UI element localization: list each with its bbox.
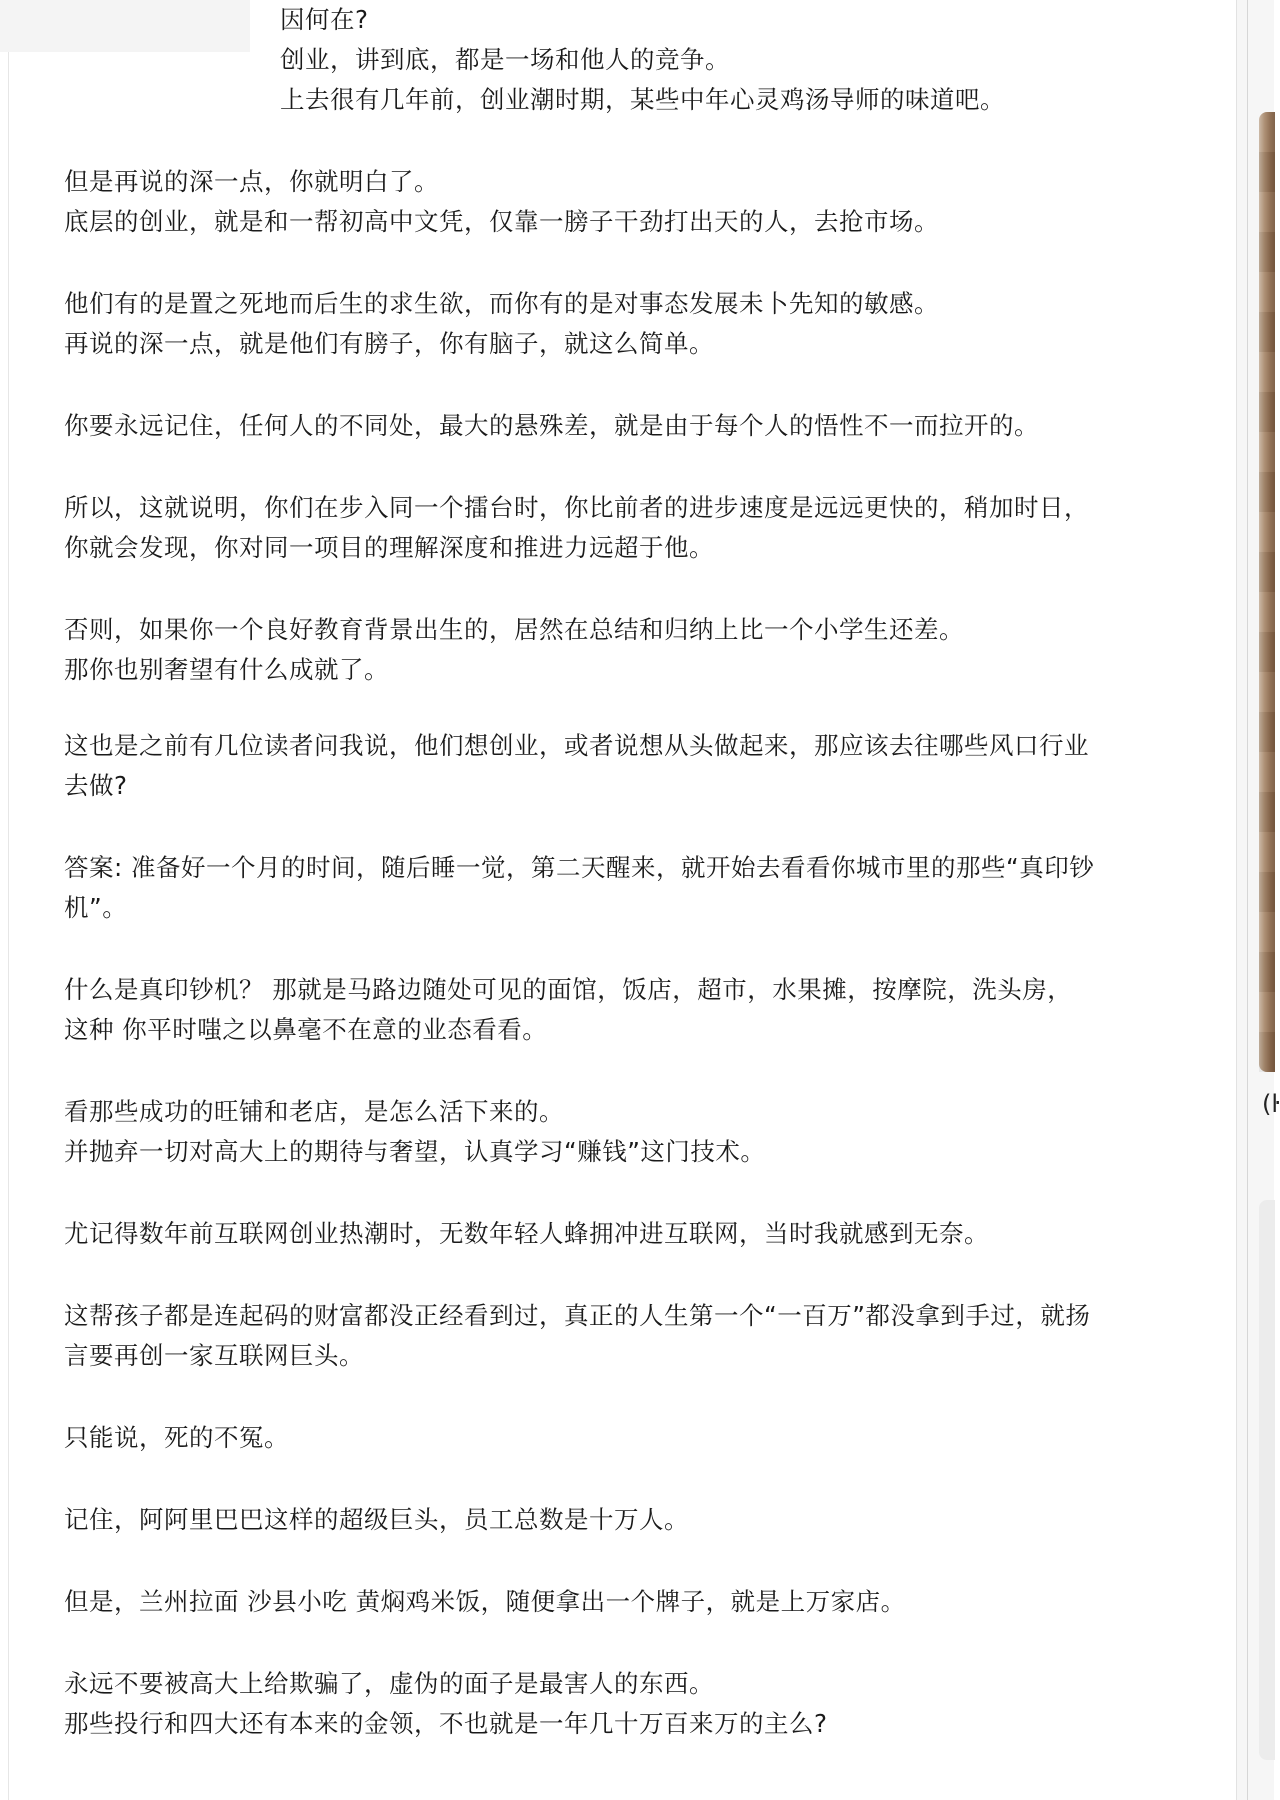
paragraph-line: 机”。 [64, 893, 128, 922]
paragraph-line: 你要永远记住，任何人的不同处，最大的悬殊差，就是由于每个人的悟性不一而拉开的。 [64, 411, 1039, 440]
paragraph-line: 但是，兰州拉面 沙县小吃 黄焖鸡米饭，随便拿出一个牌子，就是上万家店。 [64, 1587, 906, 1616]
paragraph-line: 言要再创一家互联网巨头。 [64, 1341, 364, 1370]
paragraph-line: 尤记得数年前互联网创业热潮时，无数年轻人蜂拥冲进互联网，当时我就感到无奈。 [64, 1219, 989, 1248]
paragraph-line: 你就会发现，你对同一项目的理解深度和推进力远超于他。 [64, 533, 714, 562]
paragraph-line: 并抛弃一切对高大上的期待与奢望，认真学习“赚钱”这门技术。 [64, 1137, 766, 1166]
quote-line: 创业，讲到底，都是一场和他人的竞争。 [280, 45, 730, 74]
paragraph-line: 所以，这就说明，你们在步入同一个擂台时，你比前者的进步速度是远远更快的，稍加时日， [64, 493, 1089, 522]
paragraph-line: 答案: 准备好一个月的时间，随后睡一觉，第二天醒来，就开始去看看你城市里的那些“真印钞 [64, 853, 1095, 882]
paragraph-line: 那些投行和四大还有本来的金领，不也就是一年几十万百来万的主么? [64, 1709, 828, 1738]
paragraph-line: 这也是之前有几位读者问我说，他们想创业，或者说想从头做起来，那应该去往哪些风口行业 [64, 731, 1089, 760]
paragraph-line: 永远不要被高大上给欺骗了，虚伪的面子是最害人的东西。 [64, 1669, 714, 1698]
quote-line: 上去很有几年前，创业潮时期，某些中年心灵鸡汤导师的味道吧。 [280, 85, 1005, 114]
paragraph-line: 去做? [64, 771, 128, 800]
side-thumbnail[interactable] [1259, 112, 1275, 1072]
panel-edge-text: (ŀ [1262, 1090, 1280, 1118]
paragraph-line: 再说的深一点，就是他们有膀子，你有脑子，就这么简单。 [64, 329, 714, 358]
right-side-panel [1236, 0, 1280, 1800]
quote-line: 因何在? [280, 5, 369, 34]
paragraph-line: 底层的创业，就是和一帮初高中文凭，仅靠一膀子干劲打出天的人，去抢市场。 [64, 207, 939, 236]
paragraph-line: 他们有的是置之死地而后生的求生欲，而你有的是对事态发展未卜先知的敏感。 [64, 289, 939, 318]
paragraph-line: 那你也别奢望有什么成就了。 [64, 655, 389, 684]
paragraph-line: 记住，阿阿里巴巴这样的超级巨头，员工总数是十万人。 [64, 1505, 689, 1534]
panel-divider [1247, 0, 1248, 1800]
paragraph-line: 这种 你平时嗤之以鼻毫不在意的业态看看。 [64, 1015, 548, 1044]
paragraph-line: 看那些成功的旺铺和老店，是怎么活下来的。 [64, 1097, 564, 1126]
paragraph-line: 只能说，死的不冤。 [64, 1423, 289, 1452]
side-thumbnail-secondary[interactable] [1259, 1200, 1275, 1760]
paragraph-line: 但是再说的深一点，你就明白了。 [64, 167, 439, 196]
paragraph-line: 否则，如果你一个良好教育背景出生的，居然在总结和归纳上比一个小学生还差。 [64, 615, 964, 644]
paragraph-line: 什么是真印钞机？ 那就是马路边随处可见的面馆，饭店，超市，水果摊，按摩院，洗头房， [64, 975, 1073, 1004]
paragraph-line: 这帮孩子都是连起码的财富都没正经看到过，真正的人生第一个“一百万”都没拿到手过，就扬 [64, 1301, 1091, 1330]
